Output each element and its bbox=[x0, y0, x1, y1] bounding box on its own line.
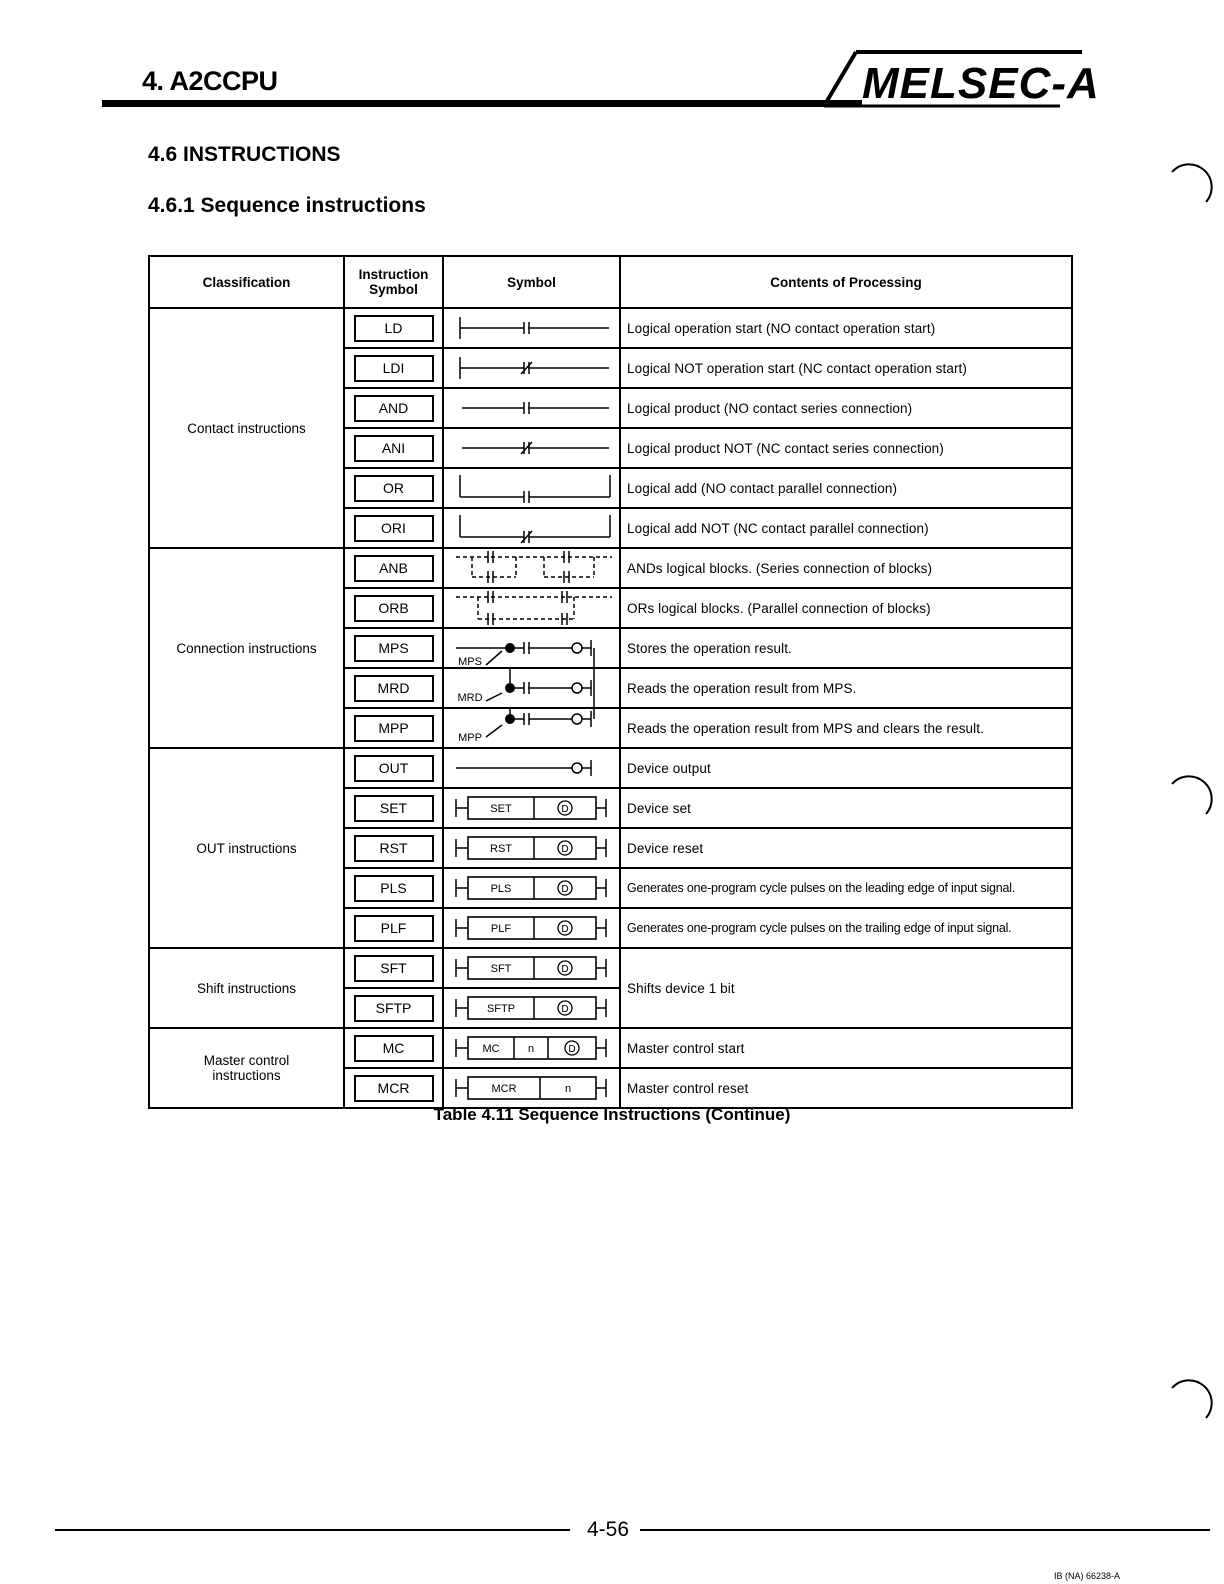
ladder-symbol bbox=[444, 789, 619, 827]
ladder-symbol bbox=[444, 589, 619, 627]
instruction-cell bbox=[344, 948, 443, 988]
instruction-symbol-box: LD bbox=[354, 315, 434, 342]
ladder-symbol bbox=[444, 629, 619, 667]
instruction-symbol-box: MC bbox=[354, 1035, 434, 1062]
mrd-label: MRD bbox=[457, 692, 483, 704]
contents-cell: Device reset bbox=[620, 828, 1072, 868]
instruction-cell bbox=[344, 428, 443, 468]
instruction-symbol-box: MRD bbox=[354, 675, 434, 702]
instruction-name: SET bbox=[490, 803, 512, 815]
instruction-cell bbox=[344, 508, 443, 548]
instruction-cell bbox=[344, 828, 443, 868]
instruction-symbol-box: RST bbox=[354, 835, 434, 862]
table-row bbox=[149, 748, 1072, 788]
instruction-symbol-box: PLF bbox=[354, 915, 434, 942]
instruction-symbol-box: ANB bbox=[354, 555, 434, 582]
instruction-cell bbox=[344, 788, 443, 828]
n-label: n bbox=[564, 1083, 572, 1095]
instruction-symbol-box: PLS bbox=[354, 875, 434, 902]
contents-cell: Generates one-program cycle pulses on the trailing edge of input signal. bbox=[620, 908, 1072, 948]
instruction-name: SFT bbox=[490, 963, 512, 975]
classification-cell: Master control instructions bbox=[149, 1028, 344, 1108]
contents-cell: Stores the operation result. bbox=[620, 628, 1072, 668]
instruction-cell bbox=[344, 308, 443, 348]
ladder-symbol-cell bbox=[443, 988, 620, 1028]
ladder-symbol bbox=[444, 989, 619, 1027]
instruction-symbol-box: OUT bbox=[354, 755, 434, 782]
device-label: D bbox=[561, 884, 569, 895]
ladder-symbol-cell bbox=[443, 508, 620, 548]
ladder-symbol-cell bbox=[443, 348, 620, 388]
page-number: 4-56 bbox=[587, 1518, 630, 1541]
contents-cell: Generates one-program cycle pulses on the leading edge of input signal. bbox=[620, 868, 1072, 908]
document-number: IB (NA) 66238-A bbox=[1054, 1571, 1121, 1581]
contents-cell: Logical add NOT (NC contact parallel connection) bbox=[620, 508, 1072, 548]
instruction-cell bbox=[344, 868, 443, 908]
logo-text: MELSEC-A bbox=[862, 59, 1100, 108]
ladder-symbol bbox=[444, 829, 619, 867]
mpp-label: MPP bbox=[458, 732, 482, 744]
instruction-name: SFTP bbox=[486, 1003, 516, 1015]
ladder-symbol bbox=[444, 1069, 619, 1107]
punch-hole-icon bbox=[1164, 1374, 1214, 1424]
classification-cell: Shift instructions bbox=[149, 948, 344, 1028]
instruction-cell bbox=[344, 748, 443, 788]
header-contents: Contents of Processing bbox=[620, 256, 1072, 308]
instruction-symbol-box: ANI bbox=[354, 435, 434, 462]
ladder-symbol bbox=[444, 949, 619, 987]
contents-cell: Device output bbox=[620, 748, 1072, 788]
contents-cell: Logical NOT operation start (NC contact operation start) bbox=[620, 348, 1072, 388]
instruction-name: MC bbox=[482, 1043, 500, 1055]
contents-cell: Master control start bbox=[620, 1028, 1072, 1068]
ladder-symbol bbox=[444, 749, 619, 787]
melsec-logo bbox=[820, 48, 1116, 112]
instruction-symbol-box: SFTP bbox=[354, 995, 434, 1022]
ladder-symbol bbox=[444, 389, 619, 427]
ladder-symbol bbox=[444, 309, 619, 347]
ladder-symbol bbox=[444, 669, 619, 707]
ladder-symbol-cell bbox=[443, 468, 620, 508]
ladder-symbol-cell bbox=[443, 708, 620, 748]
instruction-cell bbox=[344, 588, 443, 628]
ladder-symbol-cell bbox=[443, 828, 620, 868]
section-title: 4.6 INSTRUCTIONS bbox=[148, 143, 341, 166]
ladder-symbol-cell bbox=[443, 1028, 620, 1068]
ladder-symbol-cell bbox=[443, 1068, 620, 1108]
contents-cell: ORs logical blocks. (Parallel connection of blocks) bbox=[620, 588, 1072, 628]
ladder-symbol bbox=[444, 549, 619, 587]
table-row bbox=[149, 548, 1072, 588]
instruction-symbol-box: OR bbox=[354, 475, 434, 502]
contents-cell: Shifts device 1 bit bbox=[620, 948, 1072, 1028]
ladder-symbol-cell bbox=[443, 588, 620, 628]
instruction-cell bbox=[344, 668, 443, 708]
n-label: n bbox=[527, 1043, 535, 1055]
footer-rule-left bbox=[55, 1529, 570, 1531]
instruction-cell bbox=[344, 1068, 443, 1108]
instruction-symbol-box: MPP bbox=[354, 715, 434, 742]
instruction-symbol-box: LDI bbox=[354, 355, 434, 382]
header-symbol: Symbol bbox=[443, 256, 620, 308]
ladder-symbol-cell bbox=[443, 428, 620, 468]
punch-hole-icon bbox=[1164, 158, 1214, 208]
table-row bbox=[149, 1028, 1072, 1068]
ladder-symbol bbox=[444, 509, 619, 547]
section-subtitle: 4.6.1 Sequence instructions bbox=[148, 194, 426, 217]
header-rule bbox=[102, 100, 862, 107]
ladder-symbol bbox=[444, 349, 619, 387]
ladder-symbol-cell bbox=[443, 748, 620, 788]
instruction-name: RST bbox=[490, 843, 512, 855]
contents-cell: Reads the operation result from MPS and clears the result. bbox=[620, 708, 1072, 748]
instruction-cell bbox=[344, 388, 443, 428]
footer-rule-right bbox=[640, 1529, 1210, 1531]
contents-cell: ANDs logical blocks. (Series connection of blocks) bbox=[620, 548, 1072, 588]
instruction-symbol-box: SFT bbox=[354, 955, 434, 982]
instruction-cell bbox=[344, 628, 443, 668]
instruction-cell bbox=[344, 1028, 443, 1068]
instruction-symbol-box: AND bbox=[354, 395, 434, 422]
table-caption: Table 4.11 Sequence Instructions (Continue) bbox=[433, 1105, 791, 1124]
ladder-symbol bbox=[444, 429, 619, 467]
instruction-name: MCR bbox=[491, 1083, 517, 1095]
instruction-cell bbox=[344, 708, 443, 748]
contents-cell: Device set bbox=[620, 788, 1072, 828]
header-instruction-symbol: Instruction Symbol bbox=[344, 256, 443, 308]
device-label: D bbox=[561, 964, 569, 975]
ladder-symbol-cell bbox=[443, 628, 620, 668]
device-label: D bbox=[561, 844, 569, 855]
ladder-symbol-cell bbox=[443, 388, 620, 428]
classification-cell: Connection instructions bbox=[149, 548, 344, 748]
device-label: D bbox=[561, 804, 569, 815]
ladder-symbol bbox=[444, 909, 619, 947]
instruction-name: PLS bbox=[490, 883, 512, 895]
classification-cell: Contact instructions bbox=[149, 308, 344, 548]
instruction-cell bbox=[344, 348, 443, 388]
ladder-symbol bbox=[444, 469, 619, 507]
punch-hole-icon bbox=[1164, 770, 1214, 820]
table-row bbox=[149, 948, 1072, 988]
ladder-symbol-cell bbox=[443, 868, 620, 908]
contents-cell: Logical add (NO contact parallel connection) bbox=[620, 468, 1072, 508]
ladder-symbol bbox=[444, 869, 619, 907]
instruction-symbol-box: ORI bbox=[354, 515, 434, 542]
table-header-row bbox=[149, 256, 1072, 308]
contents-cell: Logical operation start (NO contact operation start) bbox=[620, 308, 1072, 348]
contents-cell: Master control reset bbox=[620, 1068, 1072, 1108]
ladder-symbol-cell bbox=[443, 548, 620, 588]
instruction-symbol-box: ORB bbox=[354, 595, 434, 622]
table-row bbox=[149, 308, 1072, 348]
classification-cell: OUT instructions bbox=[149, 748, 344, 948]
device-label: D bbox=[561, 924, 569, 935]
instruction-symbol-box: MPS bbox=[354, 635, 434, 662]
instruction-cell bbox=[344, 988, 443, 1028]
instruction-name: PLF bbox=[490, 923, 512, 935]
ladder-symbol-cell bbox=[443, 308, 620, 348]
contents-cell: Logical product NOT (NC contact series connection) bbox=[620, 428, 1072, 468]
mps-label: MPS bbox=[458, 656, 482, 667]
header-classification: Classification bbox=[149, 256, 344, 308]
chapter-title: 4. A2CCPU bbox=[142, 66, 278, 96]
instruction-symbol-box: MCR bbox=[354, 1075, 434, 1102]
device-label: D bbox=[561, 1004, 569, 1015]
ladder-symbol-cell bbox=[443, 668, 620, 708]
instruction-cell bbox=[344, 548, 443, 588]
ladder-symbol bbox=[444, 1029, 619, 1067]
instruction-cell bbox=[344, 908, 443, 948]
device-label: D bbox=[568, 1044, 576, 1055]
instruction-cell bbox=[344, 468, 443, 508]
ladder-symbol-cell bbox=[443, 788, 620, 828]
contents-cell: Reads the operation result from MPS. bbox=[620, 668, 1072, 708]
sequence-instructions-table bbox=[148, 255, 1073, 1109]
ladder-symbol-cell bbox=[443, 948, 620, 988]
ladder-symbol-cell bbox=[443, 908, 620, 948]
ladder-symbol bbox=[444, 709, 619, 747]
instruction-symbol-box: SET bbox=[354, 795, 434, 822]
contents-cell: Logical product (NO contact series connection) bbox=[620, 388, 1072, 428]
